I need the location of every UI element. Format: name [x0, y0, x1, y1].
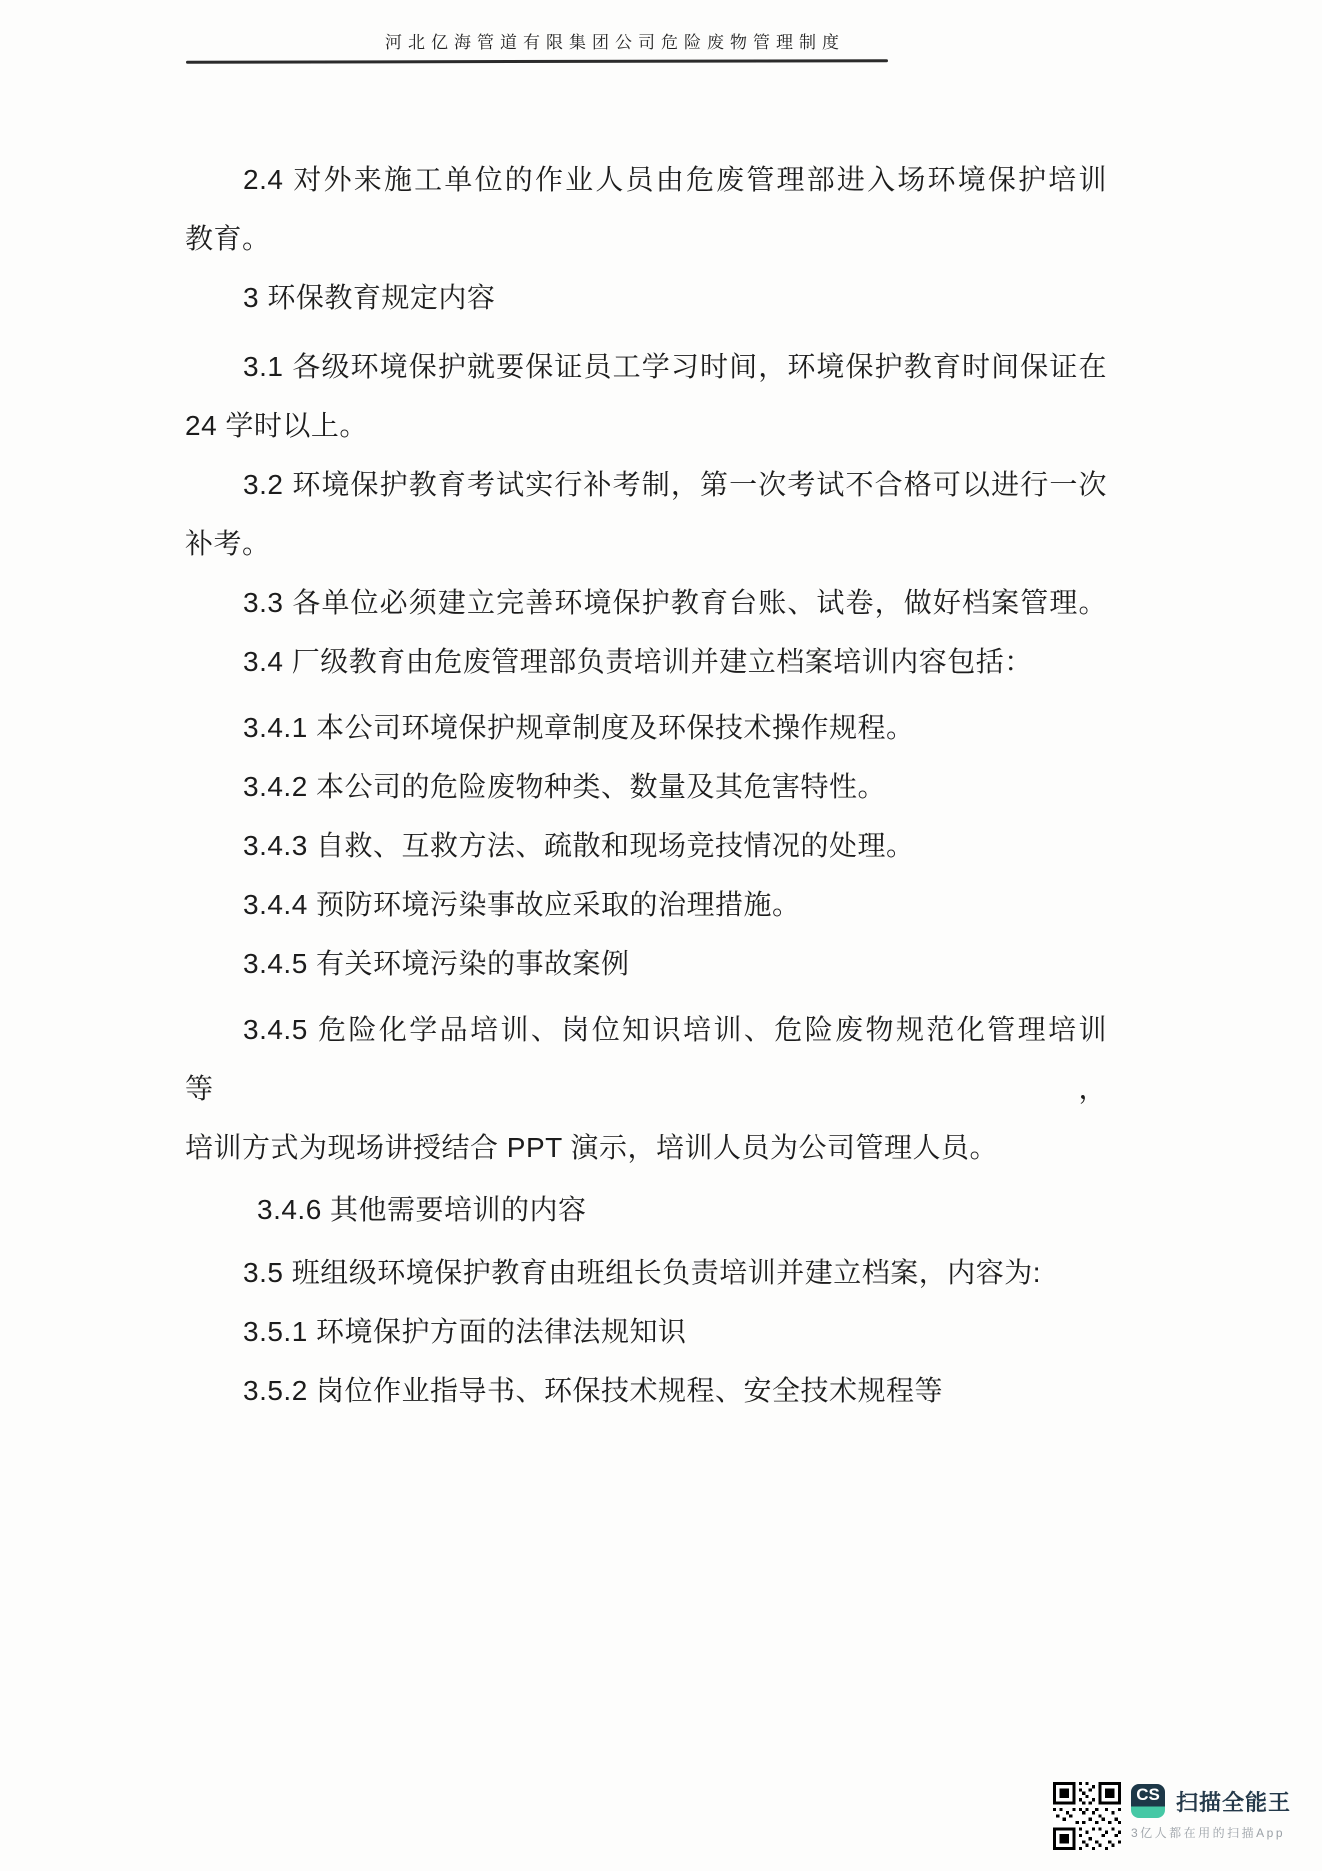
document-line: 补考。	[185, 528, 271, 559]
document-line: 培训方式为现场讲授结合 PPT 演示，培训人员为公司管理人员。	[185, 1132, 999, 1163]
camscanner-watermark	[1053, 1780, 1291, 1852]
document-line: 教育。	[185, 223, 271, 254]
document-line: 3.3 各单位必须建立完善环境保护教育台账、试卷，做好档案管理。	[243, 587, 1107, 618]
document-line: 3.5.2 岗位作业指导书、环保技术规程、安全技术规程等	[243, 1375, 944, 1406]
document-line: 2.4 对外来施工单位的作业人员由危废管理部进入场环境保护培训	[243, 164, 1107, 195]
document-line: 3 环保教育规定内容	[243, 282, 496, 313]
document-line: 3.4.4 预防环境污染事故应采取的治理措施。	[243, 889, 801, 920]
camscanner-logo-icon	[1131, 1784, 1165, 1818]
camscanner-logo-letters: CS	[1136, 1785, 1160, 1804]
document-line: 3.4.5 危险化学品培训、岗位知识培训、危险废物规范化管理培训等，	[185, 1014, 1107, 1104]
document-body	[185, 150, 1107, 1420]
document-line: 3.4.1 本公司环境保护规章制度及环保技术操作规程。	[243, 712, 915, 743]
page-header-title: 河北亿海管道有限集团公司危险废物管理制度	[385, 33, 845, 52]
document-line: 3.4.2 本公司的危险废物种类、数量及其危害特性。	[243, 771, 887, 802]
document-line: 3.4.5 有关环境污染的事故案例	[243, 948, 630, 979]
document-line: 24 学时以上。	[185, 410, 368, 441]
document-line: 3.4.6 其他需要培训的内容	[257, 1194, 587, 1225]
camscanner-app-name: 扫描全能王	[1176, 1789, 1292, 1815]
document-line: 3.2 环境保护教育考试实行补考制，第一次考试不合格可以进行一次	[243, 469, 1107, 500]
document-line: 3.5 班组级环境保护教育由班组长负责培训并建立档案，内容为:	[243, 1257, 1041, 1288]
document-line: 3.4.3 自救、互救方法、疏散和现场竞技情况的处理。	[243, 830, 915, 861]
document-line: 3.1 各级环境保护就要保证员工学习时间，环境保护教育时间保证在	[243, 351, 1107, 382]
document-line: 3.5.1 环境保护方面的法律法规知识	[243, 1316, 687, 1347]
header-underline	[186, 59, 888, 63]
camscanner-tagline: 3亿人都在用的扫描App	[1131, 1826, 1286, 1840]
qr-code	[1053, 1780, 1121, 1852]
document-line: 3.4 厂级教育由危废管理部负责培训并建立档案培训内容包括：	[243, 646, 1033, 677]
